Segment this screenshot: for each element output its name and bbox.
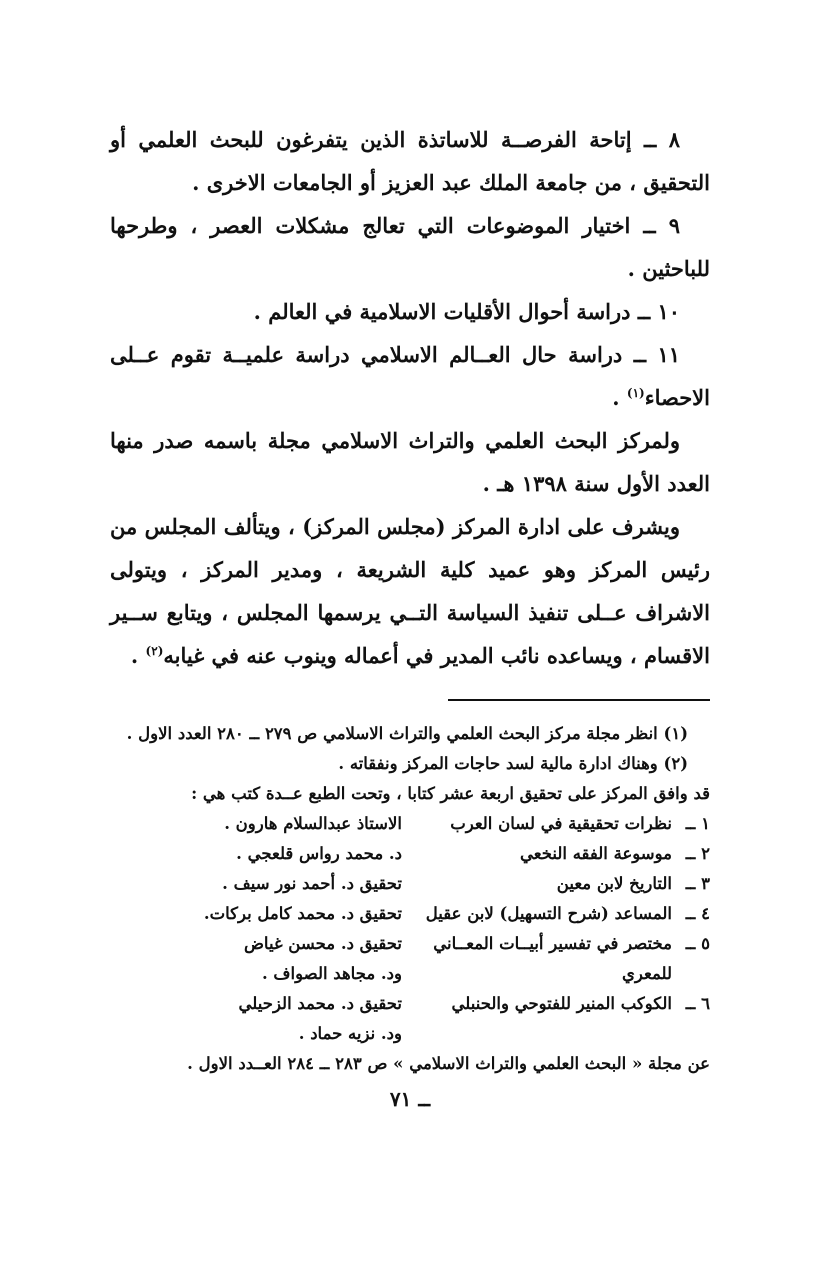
book-author: د. محمد رواس قلعجي . bbox=[236, 844, 402, 863]
book-author: تحقيق د. أحمد نور سيف . bbox=[222, 874, 402, 893]
book-item bbox=[110, 839, 710, 869]
paragraph-item-11 bbox=[110, 333, 710, 419]
book-author: ود. نزيه حماد . bbox=[298, 1024, 402, 1043]
book-number: ٦ ــ bbox=[685, 994, 710, 1013]
book-item bbox=[110, 959, 710, 989]
book-number bbox=[672, 959, 710, 989]
footnote-ref-1: (١) bbox=[626, 386, 645, 400]
paragraph-item-8: ٨ ــ إتاحة الفرصــة للاساتذة الذين يتفرغون للبحث العلمي أو التحقيق ، من جامعة الملك عبد العزيز أو الجامعات الاخرى . bbox=[110, 127, 710, 195]
book-number: ٣ ــ bbox=[685, 874, 710, 893]
book-item bbox=[110, 1019, 710, 1049]
footnote-divider bbox=[448, 699, 710, 701]
book-author: الاستاذ عبدالسلام هارون . bbox=[224, 814, 402, 833]
book-author: تحقيق د. محسن غياض bbox=[243, 934, 402, 953]
paragraph-administration bbox=[110, 505, 710, 677]
book-item bbox=[110, 899, 710, 929]
book-item bbox=[110, 809, 710, 839]
book-title: التاريخ لابن معين bbox=[556, 874, 672, 893]
book-item bbox=[110, 989, 710, 1019]
footnote-1: (١) انظر مجلة مركز البحث العلمي والتراث الاسلامي ص ٢٧٩ ــ ٢٨٠ العدد الاول . bbox=[126, 724, 688, 743]
book-title: الكوكب المنير للفتوحي والحنبلي bbox=[451, 994, 672, 1013]
book-list bbox=[110, 809, 710, 1049]
book-page bbox=[110, 118, 710, 1111]
book-title: مختصر في تفسير أبيــات المعــاني bbox=[433, 934, 672, 953]
book-number: ٤ ــ bbox=[685, 904, 710, 923]
page-number: ــ ٧١ bbox=[389, 1087, 431, 1111]
paragraph-item-11-text: ١١ ــ دراسة حال العــالم الاسلامي دراسة علميــة تقوم عــلى الاحصاء bbox=[110, 342, 710, 410]
book-title bbox=[402, 1019, 672, 1049]
paragraph-end: . bbox=[612, 385, 627, 410]
paragraph-journal: ولمركز البحث العلمي والتراث الاسلامي مجلة باسمه صدر منها العدد الأول سنة ١٣٩٨ هـ . bbox=[110, 428, 710, 496]
main-text bbox=[110, 118, 710, 677]
book-author: تحقيق د. محمد الزحيلي bbox=[238, 994, 402, 1013]
paragraph-end: . bbox=[130, 643, 146, 668]
book-title: المساعد (شرح التسهيل) لابن عقيل bbox=[425, 904, 672, 923]
book-author: ود. مجاهد الصواف . bbox=[261, 964, 402, 983]
paragraph-administration-text: ويشرف على ادارة المركز (مجلس المركز) ، ويتألف المجلس من رئيس المركز وهو عميد كلية الشريعة ، ومدير المركز ، ويتولى الاشراف عــلى تنفيذ السياسة التــي يرسمها المجلس ، ويتابع ســير الاقسام ، ويساعده نائب المدير في أعماله وينوب عنه في غيابه bbox=[110, 514, 710, 668]
source-note: عن مجلة « البحث العلمي والتراث الاسلامي » ص ٢٨٣ ــ ٢٨٤ العــدد الاول . bbox=[187, 1054, 710, 1073]
book-item bbox=[110, 929, 710, 959]
book-number: ١ ــ bbox=[685, 814, 710, 833]
paragraph-item-9: ٩ ــ اختيار الموضوعات التي تعالج مشكلات العصر ، وطرحها للباحثين . bbox=[110, 213, 710, 281]
book-title: للمعري bbox=[621, 964, 672, 983]
footnotes bbox=[110, 719, 710, 1079]
footnote-2: (٢) وهناك ادارة مالية لسد حاجات المركز ونفقاته . bbox=[338, 754, 688, 773]
book-number bbox=[672, 1019, 710, 1049]
footnote-ref-2: (٢) bbox=[145, 644, 164, 658]
book-author: تحقيق د. محمد كامل بركات. bbox=[203, 904, 402, 923]
footnote-2-continuation: قد وافق المركز على تحقيق اربعة عشر كتابا ، وتحت الطبع عــدة كتب هي : bbox=[191, 784, 710, 803]
paragraph-item-10: ١٠ ــ دراسة أحوال الأقليات الاسلامية في العالم . bbox=[253, 299, 680, 324]
book-title: نظرات تحقيقية في لسان العرب bbox=[450, 814, 672, 833]
book-number: ٥ ــ bbox=[685, 934, 710, 953]
book-number: ٢ ــ bbox=[685, 844, 710, 863]
book-title: موسوعة الفقه النخعي bbox=[520, 844, 672, 863]
book-item bbox=[110, 869, 710, 899]
